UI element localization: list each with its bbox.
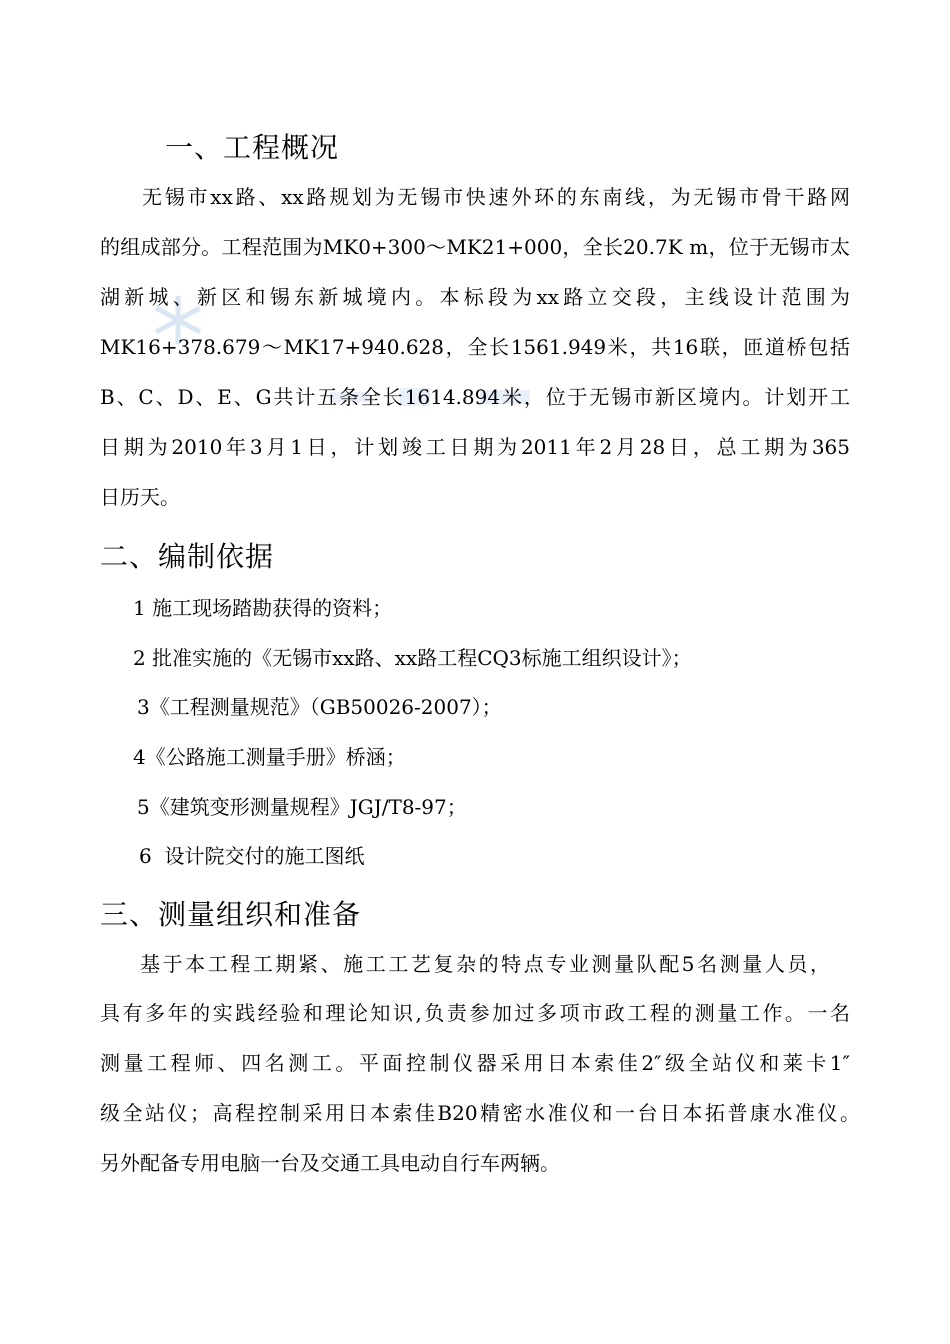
- paragraph-line: 测量工程师、四名测工。平面控制仪器采用日本索佳2″级全站仪和莱卡1″: [100, 1051, 850, 1075]
- list-item: 1 施工现场踏勘获得的资料；: [133, 596, 393, 620]
- paragraph-line: 湖新城、新区和锡东新城境内。本标段为xx路立交段，主线设计范围为: [100, 285, 850, 309]
- list-item: 3《工程测量规范》（GB50026-2007）；: [137, 695, 502, 719]
- section-heading-overview: 一、工程概况: [165, 131, 340, 164]
- paragraph-line: B、C、D、E、G共计五条全长1614.894米，位于无锡市新区境内。计划开工: [100, 385, 850, 409]
- paragraph-line: 的组成部分。工程范围为MK0+300～MK21+000，全长20.7K m，位于无锡市太: [100, 235, 850, 259]
- paragraph-line: MK16+378.679～MK17+940.628，全长1561.949米，共16联，匝道桥包括: [100, 335, 850, 359]
- list-item: 6 设计院交付的施工图纸: [139, 844, 365, 868]
- list-item: 4《公路施工测量手册》桥涵；: [133, 745, 406, 769]
- section-heading-organization: 三、测量组织和准备: [100, 898, 362, 931]
- paragraph-line: 另外配备专用电脑一台及交通工具电动自行车两辆。: [100, 1151, 560, 1175]
- paragraph-line: 具有多年的实践经验和理论知识,负责参加过多项市政工程的测量工作。一名: [100, 1001, 850, 1025]
- paragraph-line: 基于本工程工期紧、施工工艺复杂的特点专业测量队配5名测量人员，: [140, 952, 830, 976]
- paragraph-line: 无锡市xx路、xx路规划为无锡市快速外环的东南线，为无锡市骨干路网: [142, 185, 850, 209]
- paragraph-line: 级全站仪；高程控制采用日本索佳B20精密水准仪和一台日本拓普康水准仪。: [100, 1101, 860, 1125]
- list-item: 5《建筑变形测量规程》JGJ/T8-97；: [137, 795, 467, 819]
- paragraph-line: 日期为2010年3月1日，计划竣工日期为2011年2月28日，总工期为365: [100, 435, 850, 459]
- paragraph-line: 日历天。: [100, 485, 180, 509]
- section-heading-basis: 二、编制依据: [100, 540, 275, 573]
- list-item: 2 批准实施的《无锡市xx路、xx路工程CQ3标施工组织设计》；: [133, 646, 692, 670]
